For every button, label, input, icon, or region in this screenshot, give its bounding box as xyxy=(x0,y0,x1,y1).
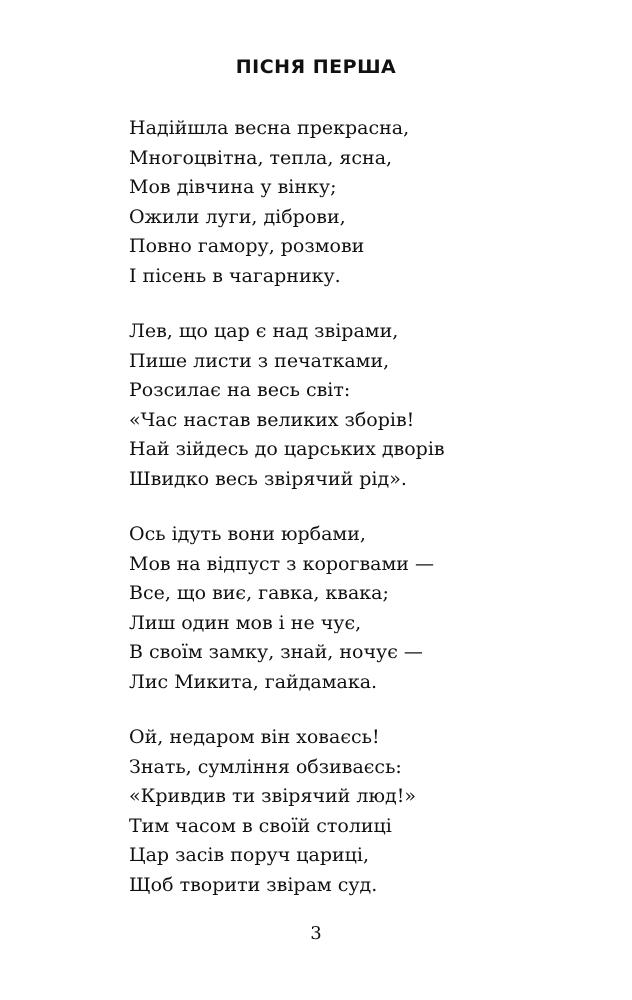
poem-line: Ой, недаром він ховаєсь! xyxy=(129,726,380,748)
poem-line: Знать, сумління обзиваєсь: xyxy=(129,755,402,778)
poem-line: Цар засів поруч цариці, xyxy=(129,844,369,866)
page-title: ПІСНЯ ПЕРША xyxy=(235,56,397,78)
poem-line: Щоб творити звірам суд. xyxy=(129,873,378,896)
poem-line: Повно гамору, розмови xyxy=(129,235,365,257)
poem-line: Все, що виє, гавка, квака; xyxy=(129,582,389,604)
poem-line: Многоцвітна, тепла, ясна, xyxy=(129,146,393,169)
poem-line: Мов на відпуст з корогвами — xyxy=(129,552,434,575)
poem-line: Тим часом в своїй столиці xyxy=(129,814,392,837)
poem-line: Швидко весь звірячий рід». xyxy=(129,467,407,490)
poem-line: Ось ідуть вони юрбами, xyxy=(129,523,366,545)
poem-line: В своїм замку, знай, ночує — xyxy=(129,641,423,663)
poem-line: Лиш один мов і не чує, xyxy=(129,611,362,634)
poem-line: Лев, що цар є над звірами, xyxy=(129,320,399,342)
stanza-2 xyxy=(129,317,609,494)
poem-line: Ожили луги, діброви, xyxy=(129,205,346,228)
poem-line: Мов дівчина у вінку; xyxy=(129,176,337,198)
stanza-1 xyxy=(129,114,609,291)
poem-line: «Час настав великих зборів! xyxy=(129,408,415,431)
poem xyxy=(129,114,609,926)
poem-line: Розсилає на весь світ: xyxy=(129,379,351,401)
poem-line: І пісень в чагарнику. xyxy=(129,264,341,287)
poem-line: Най зійдесь до царських дворів xyxy=(129,438,445,460)
poem-line: Надійшла весна прекрасна, xyxy=(129,117,410,139)
page-number: 3 xyxy=(310,923,322,944)
poem-line: «Кривдив ти звірячий люд!» xyxy=(129,785,416,807)
stanza-4 xyxy=(129,723,609,900)
poem-line: Лис Микита, гайдамака. xyxy=(129,670,378,693)
poem-line: Пише листи з печатками, xyxy=(129,349,390,372)
stanza-3 xyxy=(129,520,609,697)
